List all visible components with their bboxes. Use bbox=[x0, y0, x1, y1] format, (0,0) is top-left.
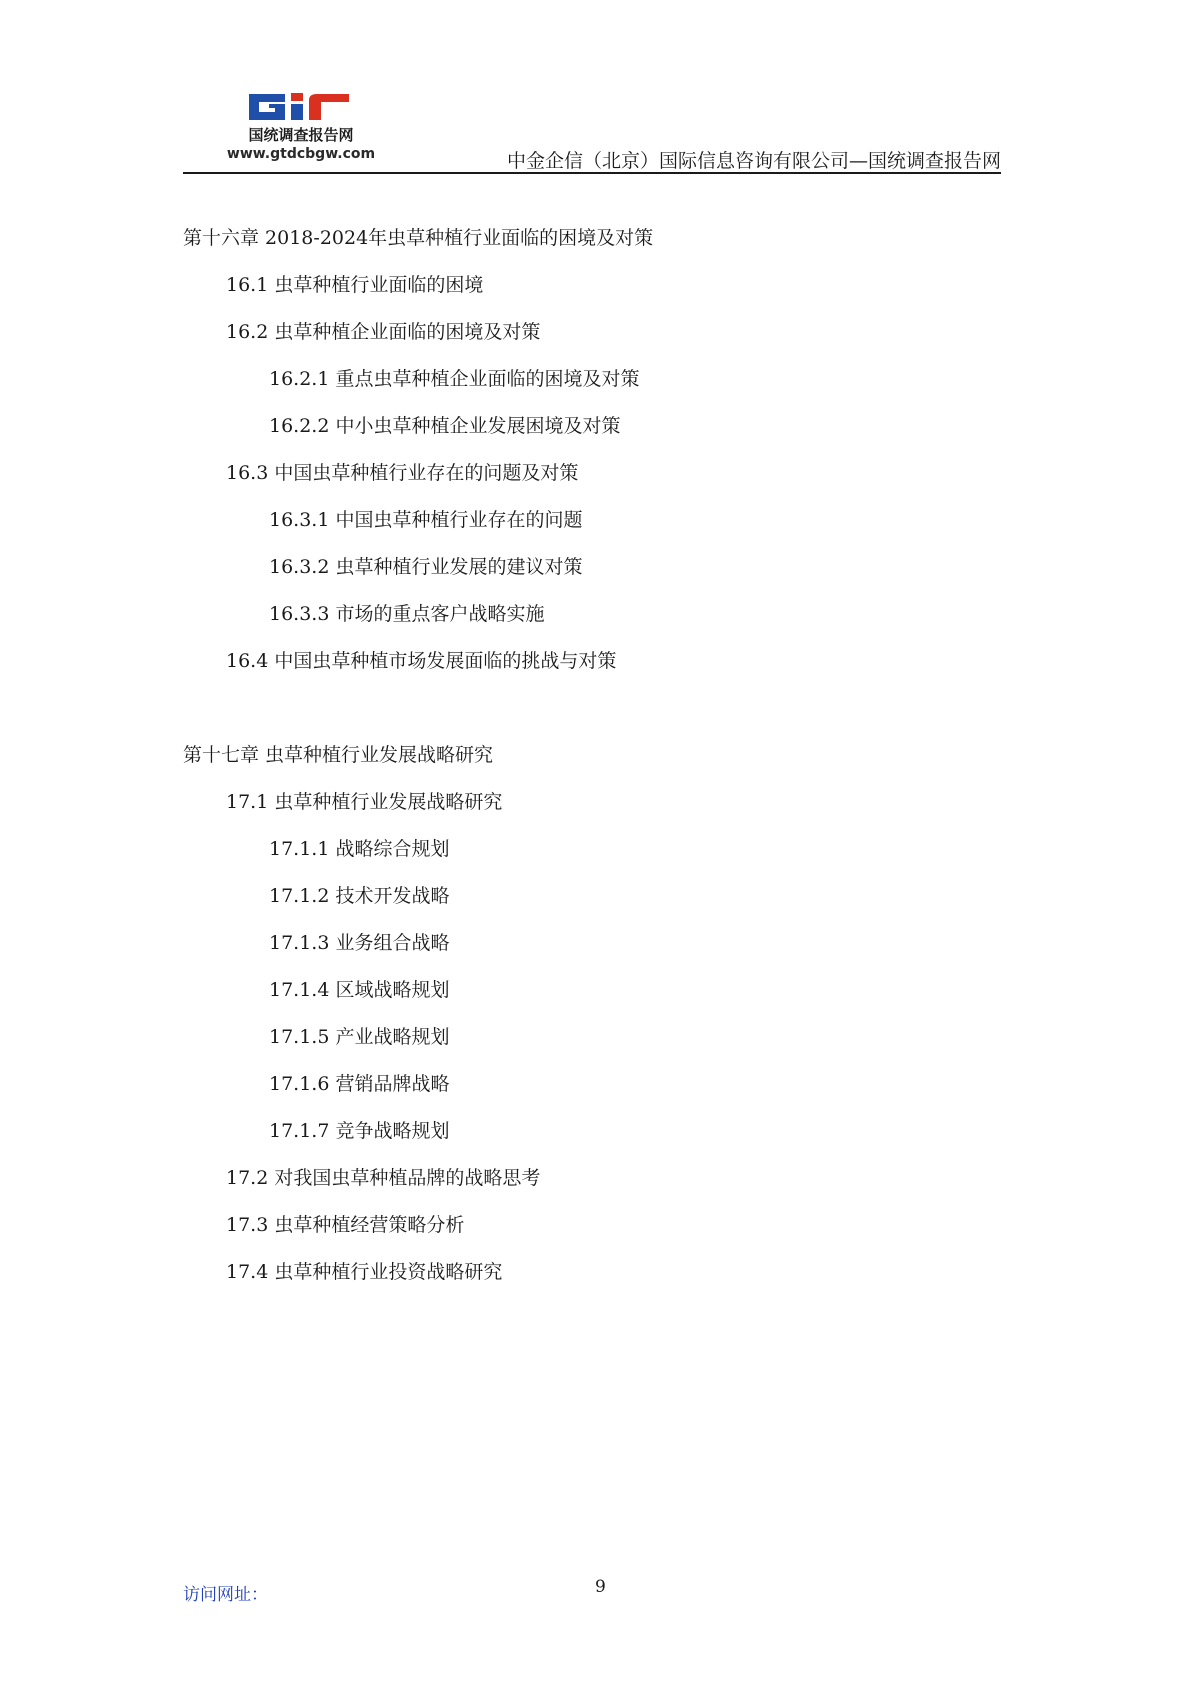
toc-subsection: 17.1.5 产业战略规划 bbox=[269, 1026, 450, 1048]
toc-section: 17.1 虫草种植行业发展战略研究 bbox=[226, 791, 503, 813]
logo-text: 国统调查报告网 bbox=[248, 126, 354, 144]
toc-section: 16.1 虫草种植行业面临的困境 bbox=[226, 274, 484, 296]
toc-subsection: 16.3.1 中国虫草种植行业存在的问题 bbox=[269, 509, 583, 531]
toc-subsection: 17.1.1 战略综合规划 bbox=[269, 838, 450, 860]
page-number: 9 bbox=[595, 1577, 606, 1597]
toc-chapter-heading: 第十七章 虫草种植行业发展战略研究 bbox=[183, 744, 494, 766]
page-header bbox=[183, 82, 1001, 174]
toc-subsection: 17.1.6 营销品牌战略 bbox=[269, 1073, 450, 1095]
toc-subsection: 16.3.2 虫草种植行业发展的建议对策 bbox=[269, 556, 583, 578]
toc-subsection: 17.1.4 区域战略规划 bbox=[269, 979, 450, 1001]
toc-section: 16.3 中国虫草种植行业存在的问题及对策 bbox=[226, 462, 579, 484]
company-name: 中金企信（北京）国际信息咨询有限公司—国统调查报告网 bbox=[506, 150, 1001, 172]
toc-section: 17.4 虫草种植行业投资战略研究 bbox=[226, 1261, 503, 1283]
toc-subsection: 16.2.2 中小虫草种植企业发展困境及对策 bbox=[269, 415, 621, 437]
gir-logo bbox=[221, 90, 381, 166]
header-divider bbox=[183, 172, 1001, 174]
toc-subsection: 17.1.3 业务组合战略 bbox=[269, 932, 450, 954]
toc-section: 17.2 对我国虫草种植品牌的战略思考 bbox=[226, 1167, 541, 1189]
toc-subsection: 17.1.2 技术开发战略 bbox=[269, 885, 450, 907]
toc-section: 16.4 中国虫草种植市场发展面临的挑战与对策 bbox=[226, 650, 617, 672]
toc-subsection: 16.3.3 市场的重点客户战略实施 bbox=[269, 603, 545, 625]
toc-section: 17.3 虫草种植经营策略分析 bbox=[226, 1214, 465, 1236]
gir-logo-mark bbox=[245, 90, 357, 124]
toc-subsection: 16.2.1 重点虫草种植企业面临的困境及对策 bbox=[269, 368, 640, 390]
toc-chapter-heading: 第十六章 2018-2024年虫草种植行业面临的困境及对策 bbox=[183, 227, 654, 249]
logo-url: www.gtdcbgw.com bbox=[226, 146, 376, 162]
toc-subsection: 17.1.7 竞争战略规划 bbox=[269, 1120, 450, 1142]
visit-url-label: 访问网址： bbox=[183, 1585, 268, 1605]
toc-section: 16.2 虫草种植企业面临的困境及对策 bbox=[226, 321, 541, 343]
